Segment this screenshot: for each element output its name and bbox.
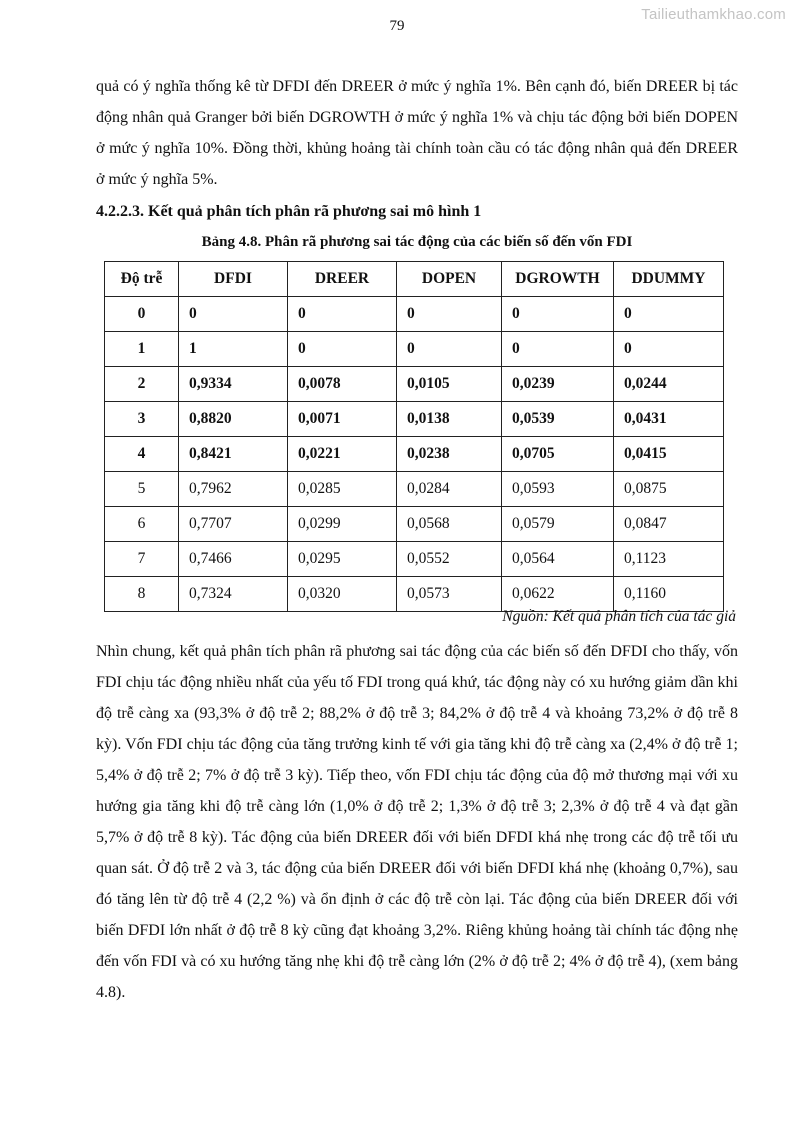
cell-dopen: 0,0573 [397, 577, 502, 612]
variance-decomposition-table [104, 261, 724, 612]
cell-dreer: 0 [288, 297, 397, 332]
cell-ddummy: 0,0431 [614, 402, 724, 437]
cell-dfdi: 0,7324 [179, 577, 288, 612]
header-lag: Độ trễ [105, 262, 179, 297]
cell-dopen: 0 [397, 297, 502, 332]
cell-dgrowth: 0,0593 [502, 472, 614, 507]
cell-dopen: 0,0552 [397, 542, 502, 577]
cell-lag: 2 [105, 367, 179, 402]
cell-dgrowth: 0 [502, 297, 614, 332]
cell-dgrowth: 0,0539 [502, 402, 614, 437]
header-dreer: DREER [288, 262, 397, 297]
cell-ddummy: 0,0415 [614, 437, 724, 472]
cell-ddummy: 0,1123 [614, 542, 724, 577]
cell-lag: 1 [105, 332, 179, 367]
cell-dfdi: 0 [179, 297, 288, 332]
table-row [105, 542, 724, 577]
table-row [105, 577, 724, 612]
cell-dreer: 0,0299 [288, 507, 397, 542]
cell-dreer: 0,0221 [288, 437, 397, 472]
cell-dopen: 0,0138 [397, 402, 502, 437]
cell-ddummy: 0,0875 [614, 472, 724, 507]
cell-dopen: 0,0105 [397, 367, 502, 402]
page-number: 79 [389, 18, 405, 34]
source-note: Nguồn: Kết quả phân tích của tác giả [502, 608, 736, 625]
header-dopen: DOPEN [397, 262, 502, 297]
header-dfdi: DFDI [179, 262, 288, 297]
cell-lag: 8 [105, 577, 179, 612]
cell-dgrowth: 0,0705 [502, 437, 614, 472]
watermark: Tailieuthamkhao.com [641, 6, 786, 23]
table-row [105, 332, 724, 367]
cell-dfdi: 0,8820 [179, 402, 288, 437]
cell-dfdi: 0,7707 [179, 507, 288, 542]
cell-dopen: 0,0568 [397, 507, 502, 542]
table-row [105, 437, 724, 472]
cell-dreer: 0 [288, 332, 397, 367]
cell-ddummy: 0 [614, 332, 724, 367]
table-caption: Bảng 4.8. Phân rã phương sai tác động của các biến số đến vốn FDI [201, 234, 633, 250]
cell-dopen: 0,0284 [397, 472, 502, 507]
cell-lag: 6 [105, 507, 179, 542]
paragraph-intro: quả có ý nghĩa thống kê từ DFDI đến DREER ở mức ý nghĩa 1%. Bên cạnh đó, biến DREER bị tác động nhân quả Granger bởi biến DGROWTH ở mức ý nghĩa 1% và chịu tác động bởi biến DOPEN ở mức ý nghĩa 10%. Đồng thời, khủng hoảng tài chính toàn cầu có tác động nhân quả đến DREER ở mức ý nghĩa 5%. [96, 78, 738, 188]
header-ddummy: DDUMMY [614, 262, 724, 297]
cell-lag: 5 [105, 472, 179, 507]
cell-ddummy: 0,0847 [614, 507, 724, 542]
cell-dgrowth: 0 [502, 332, 614, 367]
cell-dreer: 0,0320 [288, 577, 397, 612]
table-row [105, 472, 724, 507]
cell-dreer: 0,0071 [288, 402, 397, 437]
cell-dreer: 0,0295 [288, 542, 397, 577]
cell-dgrowth: 0,0239 [502, 367, 614, 402]
cell-dfdi: 0,7962 [179, 472, 288, 507]
cell-dreer: 0,0078 [288, 367, 397, 402]
table-row [105, 402, 724, 437]
cell-lag: 0 [105, 297, 179, 332]
cell-lag: 4 [105, 437, 179, 472]
table-row [105, 367, 724, 402]
cell-dfdi: 1 [179, 332, 288, 367]
paragraph-analysis: Nhìn chung, kết quả phân tích phân rã phương sai tác động của các biến số đến DFDI cho thấy, vốn FDI chịu tác động nhiều nhất của yếu tố FDI trong quá khứ, tác động này có xu hướng giảm dần khi độ trễ càng xa (93,3% ở độ trễ 2; 88,2% ở độ trễ 3; 84,2% ở độ trễ 4 và khoảng 73,2% ở độ trễ 8 kỳ). Vốn FDI chịu tác động của tăng trưởng kinh tế với gia tăng khi độ trễ càng xa (2,4% ở độ trễ 1; 5,4% ở độ trễ 2; 7% ở độ trễ 3 kỳ). Tiếp theo, vốn FDI chịu tác động của độ mở thương mại với xu hướng gia tăng khi độ trễ càng lớn (1,0% ở độ trễ 2; 1,3% ở độ trễ 3; 2,3% ở độ trễ 4 và đạt gần 5,7% ở độ trễ 8 kỳ). Tác động của biến DREER đối với biến DFDI khá nhẹ trong các độ trễ tối ưu quan sát. Ở độ trễ 2 và 3, tác động của biến DREER đối với biến DFDI khá nhẹ (khoảng 0,7%), sau đó tăng lên từ độ trễ 4 (2,2 %) và ổn định ở các độ trễ còn lại. Tác động của biến DREER đối với biến DFDI lớn nhất ở độ trễ 8 kỳ cũng đạt khoảng 3,2%. Riêng khủng hoảng tài chính tác động nhẹ đến vốn FDI và có xu hướng tăng nhẹ khi độ trễ càng lớn (2% ở độ trễ 2; 4% ở độ trễ 4), (xem bảng 4.8). [96, 643, 738, 1001]
cell-ddummy: 0,1160 [614, 577, 724, 612]
cell-lag: 3 [105, 402, 179, 437]
cell-dgrowth: 0,0622 [502, 577, 614, 612]
table-row [105, 507, 724, 542]
cell-dfdi: 0,7466 [179, 542, 288, 577]
header-dgrowth: DGROWTH [502, 262, 614, 297]
cell-ddummy: 0,0244 [614, 367, 724, 402]
cell-dgrowth: 0,0564 [502, 542, 614, 577]
cell-dgrowth: 0,0579 [502, 507, 614, 542]
cell-dfdi: 0,8421 [179, 437, 288, 472]
section-heading: 4.2.2.3. Kết quả phân tích phân rã phương sai mô hình 1 [96, 203, 482, 220]
table-header-row [105, 262, 724, 297]
cell-dfdi: 0,9334 [179, 367, 288, 402]
cell-dopen: 0 [397, 332, 502, 367]
cell-ddummy: 0 [614, 297, 724, 332]
cell-dreer: 0,0285 [288, 472, 397, 507]
table-row [105, 297, 724, 332]
cell-dopen: 0,0238 [397, 437, 502, 472]
cell-lag: 7 [105, 542, 179, 577]
